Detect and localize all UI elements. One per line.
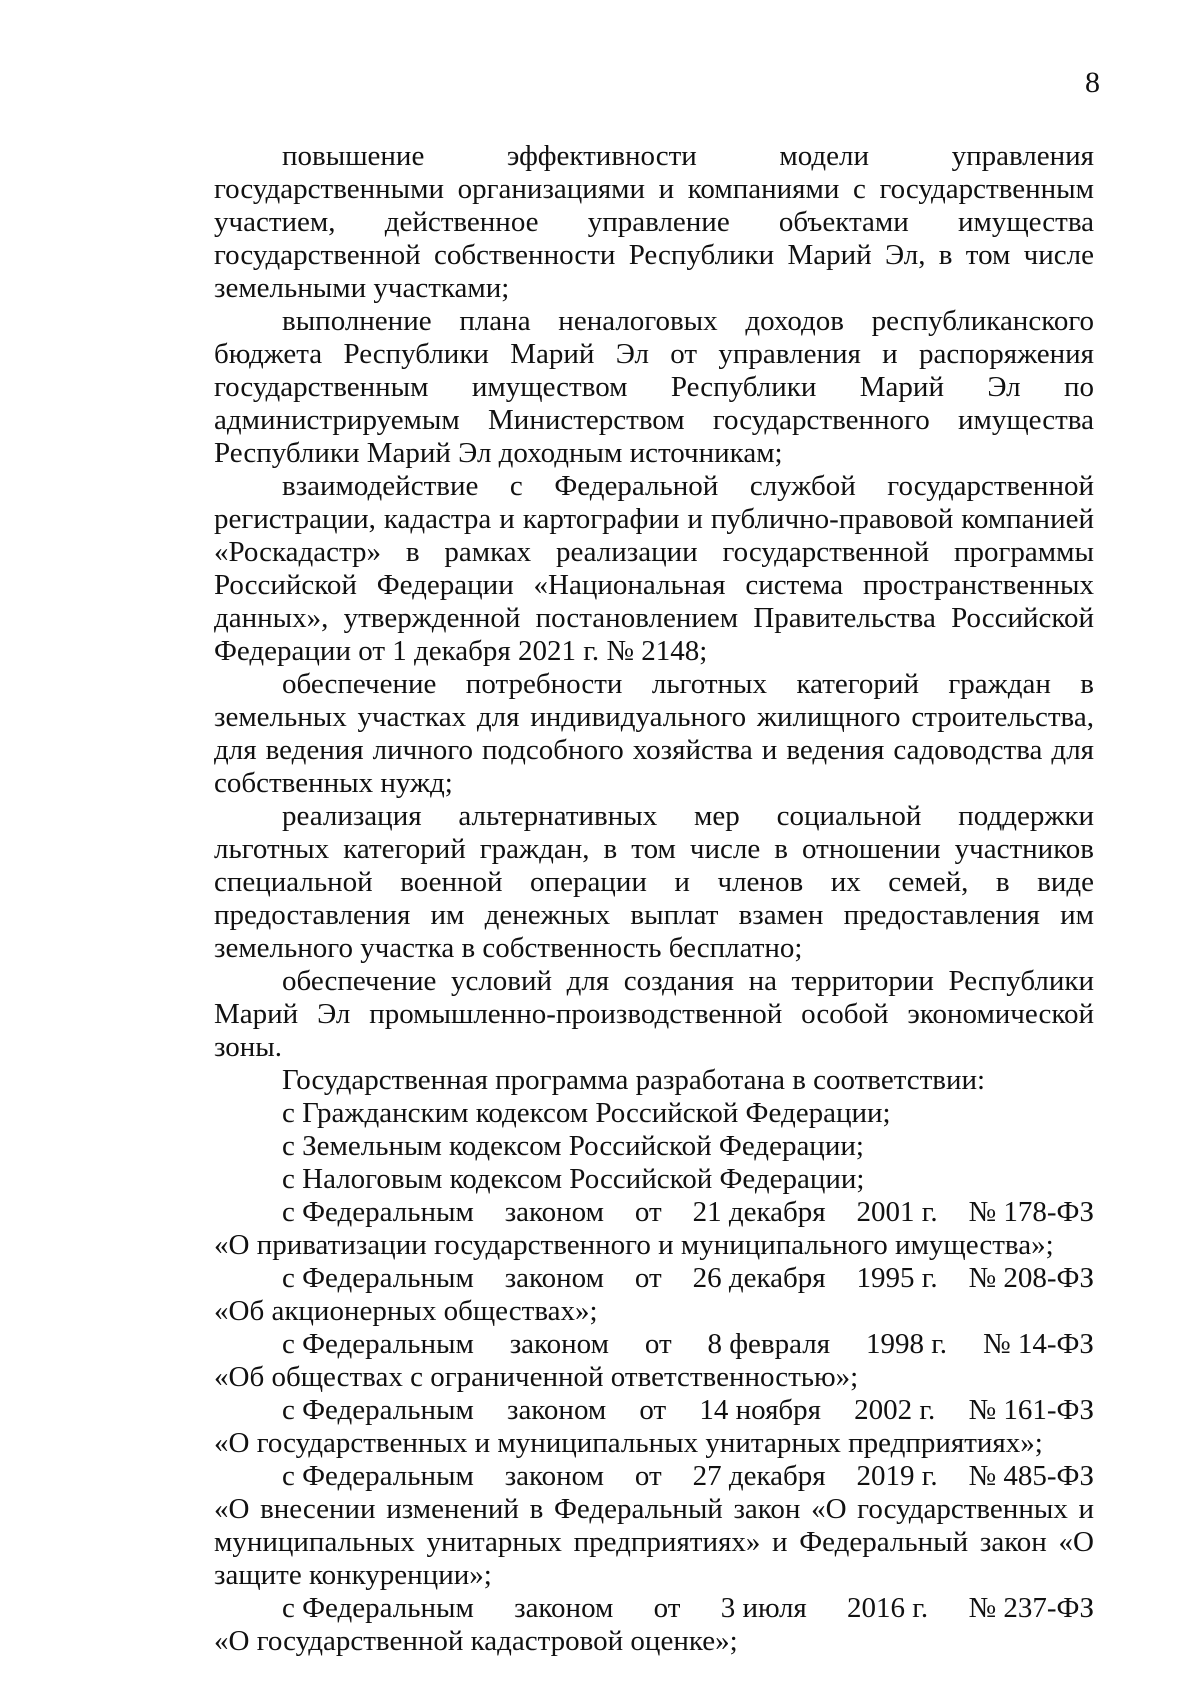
law-prefix: с Федеральным — [282, 1460, 474, 1492]
law-word: законом — [504, 1262, 604, 1294]
code-reference: с Налоговым кодексом Российской Федерации; — [282, 1163, 865, 1195]
law-year: 1998 г. — [865, 1328, 948, 1360]
law-number: № 178-ФЗ — [968, 1196, 1094, 1228]
document-body — [214, 140, 1094, 1658]
program-basis-intro: Государственная программа разработана в соответствии: — [282, 1064, 986, 1096]
law-word: от — [644, 1328, 672, 1360]
law-reference-header — [214, 1460, 1094, 1493]
page-number: 8 — [1085, 66, 1100, 99]
law-date: 21 декабря — [692, 1196, 826, 1228]
law-date: 27 декабря — [692, 1460, 826, 1492]
law-title: «О внесении изменений в Федеральный закон «О государственных и муниципальных унитарных предприятиях» и Федеральный закон «О защите конкуренции»; — [214, 1493, 1094, 1591]
law-prefix: с Федеральным — [282, 1196, 474, 1228]
law-prefix: с Федеральным — [282, 1592, 474, 1624]
law-number: № 208-ФЗ — [968, 1262, 1094, 1294]
law-year: 2002 г. — [854, 1394, 936, 1426]
paragraph: повышение эффективности модели управления государственными организациями и компаниями с государственным участием, действенное управление объектами имущества государственной собственности Республики Марий Эл, в том числе земельными участками; — [214, 140, 1094, 304]
law-reference-header — [214, 1328, 1094, 1361]
law-title: «Об акционерных обществах»; — [214, 1295, 598, 1327]
law-word: от — [634, 1460, 662, 1492]
paragraph: реализация альтернативных мер социальной поддержки льготных категорий граждан, в том числе в отношении участников специальной военной операции и членов их семей, в виде предоставления им денежных выплат взамен предоставления им земельного участка в собственность бесплатно; — [214, 800, 1094, 964]
law-reference — [214, 1196, 1094, 1262]
law-reference-header — [214, 1262, 1094, 1295]
law-word: законом — [509, 1328, 609, 1360]
law-number: № 14-ФЗ — [982, 1328, 1094, 1360]
law-reference-header — [214, 1196, 1094, 1229]
paragraph: выполнение плана неналоговых доходов республиканского бюджета Республики Марий Эл от управления и распоряжения государственным имуществом Республики Марий Эл по администрируемым Министерством государственного имущества Республики Марий Эл доходным источникам; — [214, 305, 1094, 469]
law-year: 1995 г. — [856, 1262, 938, 1294]
law-prefix: с Федеральным — [282, 1328, 474, 1360]
law-number: № 161-ФЗ — [968, 1394, 1094, 1426]
law-word: от — [639, 1394, 667, 1426]
law-date: 14 ноября — [699, 1394, 822, 1426]
law-year: 2019 г. — [856, 1460, 938, 1492]
law-number: № 237-ФЗ — [968, 1592, 1094, 1624]
law-year: 2001 г. — [856, 1196, 938, 1228]
law-reference — [214, 1592, 1094, 1658]
law-date: 26 декабря — [692, 1262, 826, 1294]
law-title: «О государственной кадастровой оценке»; — [214, 1625, 738, 1657]
law-word: законом — [514, 1592, 614, 1624]
law-word: законом — [504, 1460, 604, 1492]
law-title: «О приватизации государственного и муниципального имущества»; — [214, 1229, 1054, 1261]
law-reference-header — [214, 1394, 1094, 1427]
paragraph: обеспечение условий для создания на территории Республики Марий Эл промышленно-производственной особой экономической зоны. — [214, 965, 1094, 1063]
law-word: законом — [504, 1196, 604, 1228]
code-reference: с Гражданским кодексом Российской Федерации; — [282, 1097, 891, 1129]
law-year: 2016 г. — [847, 1592, 929, 1624]
law-title: «Об обществах с ограниченной ответственностью»; — [214, 1361, 859, 1393]
law-title: «О государственных и муниципальных унитарных предприятиях»; — [214, 1427, 1043, 1459]
law-word: законом — [506, 1394, 607, 1426]
law-number: № 485-ФЗ — [968, 1460, 1094, 1492]
law-reference — [214, 1262, 1094, 1328]
law-word: от — [653, 1592, 681, 1624]
paragraph: взаимодействие с Федеральной службой государственной регистрации, кадастра и картографии и публично-правовой компанией «Роскадастр» в рамках реализации государственной программы Российской Федерации «Национальная система пространственных данных», утвержденной постановлением Правительства Российской Федерации от 1 декабря 2021 г. № 2148; — [214, 470, 1094, 667]
law-date: 3 июля — [720, 1592, 807, 1624]
law-word: от — [634, 1196, 662, 1228]
law-word: от — [634, 1262, 662, 1294]
law-reference — [214, 1394, 1094, 1460]
paragraph: обеспечение потребности льготных категорий граждан в земельных участках для индивидуального жилищного строительства, для ведения личного подсобного хозяйства и ведения садоводства для собственных нужд; — [214, 668, 1094, 799]
law-prefix: с Федеральным — [282, 1394, 474, 1426]
code-reference: с Земельным кодексом Российской Федерации; — [282, 1130, 864, 1162]
law-reference — [214, 1328, 1094, 1394]
law-reference — [214, 1460, 1094, 1592]
law-date: 8 февраля — [707, 1328, 831, 1360]
law-prefix: с Федеральным — [282, 1262, 474, 1294]
law-reference-header — [214, 1592, 1094, 1625]
